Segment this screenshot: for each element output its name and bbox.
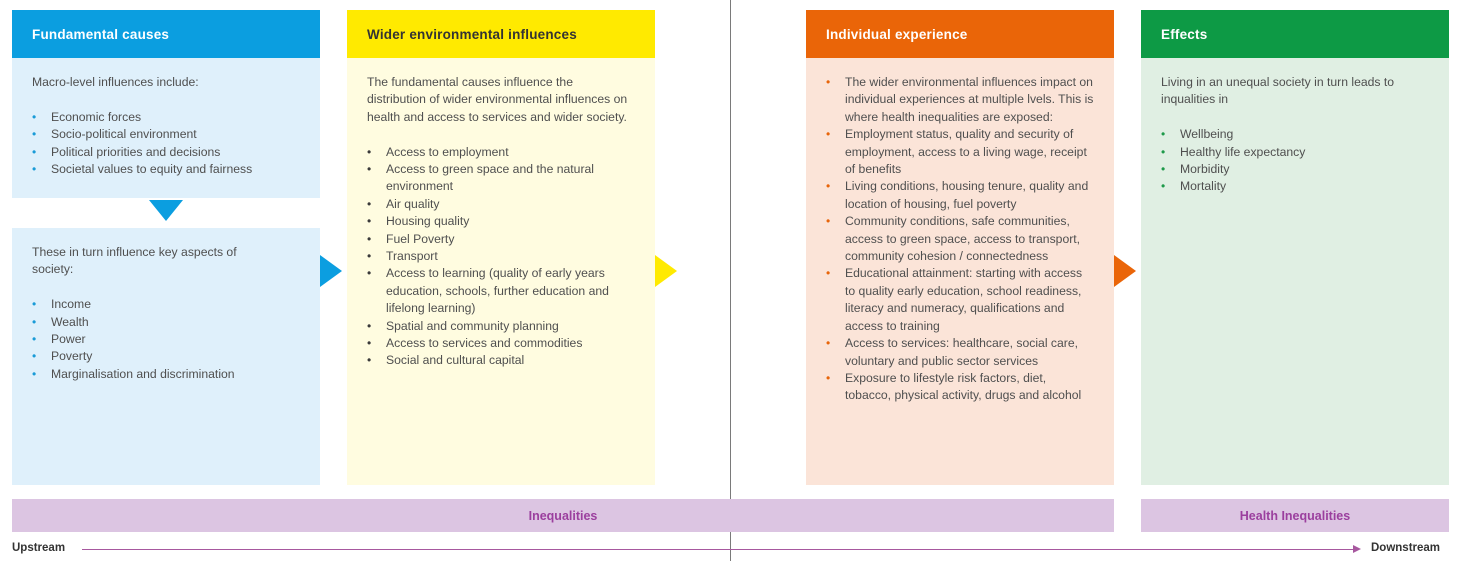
list-item: • Power	[32, 331, 300, 348]
list-item: • Access to employment	[367, 144, 635, 161]
fundamental-causes-header: Fundamental causes	[12, 10, 320, 58]
list-item: • Marginalisation and discrimination	[32, 366, 300, 383]
individual-experience-header: Individual experience	[806, 10, 1114, 58]
right-arrow-icon	[655, 255, 677, 287]
column-wider-environmental-influences	[347, 10, 655, 485]
list-item: • Community conditions, safe communities, access to green space, access to transport, community cohesion / connectedness	[826, 213, 1094, 265]
right-arrow-icon	[1114, 255, 1136, 287]
list-item: • Employment status, quality and security of employment, access to a living wage, receipt of benefits	[826, 126, 1094, 178]
downstream-label: Downstream	[1371, 542, 1441, 554]
list-item: • Societal values to equity and fairness	[32, 161, 300, 178]
list-item: • Healthy life expectancy	[1161, 144, 1429, 161]
list-item: • Fuel Poverty	[367, 231, 635, 248]
inequalities-band: Inequalities	[12, 499, 1114, 532]
list-item: • Social and cultural capital	[367, 352, 635, 369]
center-divider	[730, 0, 731, 561]
list-item: • Socio-political environment	[32, 126, 300, 143]
list-item: • Access to green space and the natural environment	[367, 161, 635, 196]
list-item: • The wider environmental influences impact on individual experiences at multiple lvels. This is where health inequalities are exposed:	[826, 74, 1094, 126]
upstream-label: Upstream	[12, 542, 66, 554]
list-item: • Wellbeing	[1161, 126, 1429, 143]
list-item: • Educational attainment: starting with access to quality early education, school readiness, literacy and numeracy, qualifications and access to training	[826, 265, 1094, 335]
wider-intro: The fundamental causes influence the distribution of wider environmental influences on health and access to services and wider society.	[367, 75, 628, 124]
list-item: • Living conditions, housing tenure, quality and location of housing, fuel poverty	[826, 178, 1094, 213]
individual-list	[826, 74, 1094, 405]
fundamental-causes-box	[12, 58, 320, 198]
down-arrow-icon	[149, 200, 183, 221]
list-item: • Economic forces	[32, 109, 300, 126]
list-item: • Access to services: healthcare, social care, voluntary and public sector services	[826, 335, 1094, 370]
list-item: • Exposure to lifestyle risk factors, diet, tobacco, physical activity, drugs and alcohol	[826, 370, 1094, 405]
society-aspects-box	[12, 228, 320, 485]
effects-header: Effects	[1141, 10, 1449, 58]
column-individual-experience	[806, 10, 1114, 485]
column-effects	[1141, 10, 1449, 485]
list-item: • Morbidity	[1161, 161, 1429, 178]
fundamental-list	[32, 109, 300, 179]
list-item: • Access to services and commodities	[367, 335, 635, 352]
list-item: • Access to learning (quality of early years education, schools, further education and lifelong learning)	[367, 265, 635, 317]
list-item: • Income	[32, 296, 300, 313]
wider-influences-box	[347, 58, 655, 485]
right-arrow-icon	[320, 255, 342, 287]
society-aspects-list	[32, 296, 300, 383]
society-aspects-intro: These in turn influence key aspects of society:	[32, 245, 237, 277]
list-item: • Poverty	[32, 348, 300, 365]
list-item: • Political priorities and decisions	[32, 144, 300, 161]
column-fundamental-causes	[12, 10, 320, 381]
effects-box	[1141, 58, 1449, 485]
list-item: • Transport	[367, 248, 635, 265]
wider-list	[367, 144, 635, 370]
list-item: • Air quality	[367, 196, 635, 213]
effects-intro: Living in an unequal society in turn leads to inqualities in	[1161, 75, 1395, 107]
list-item: • Mortality	[1161, 178, 1429, 195]
individual-experience-box	[806, 58, 1114, 485]
list-item: • Housing quality	[367, 213, 635, 230]
list-item: • Wealth	[32, 314, 300, 331]
list-item: • Spatial and community planning	[367, 318, 635, 335]
health-inequalities-band: Health Inequalities	[1141, 499, 1449, 532]
fundamental-intro: Macro-level influences include:	[32, 75, 199, 89]
effects-list	[1161, 126, 1429, 196]
upstream-downstream-arrow	[82, 549, 1354, 550]
arrow-head-icon	[1353, 545, 1361, 553]
wider-influences-header: Wider environmental influences	[347, 10, 655, 58]
